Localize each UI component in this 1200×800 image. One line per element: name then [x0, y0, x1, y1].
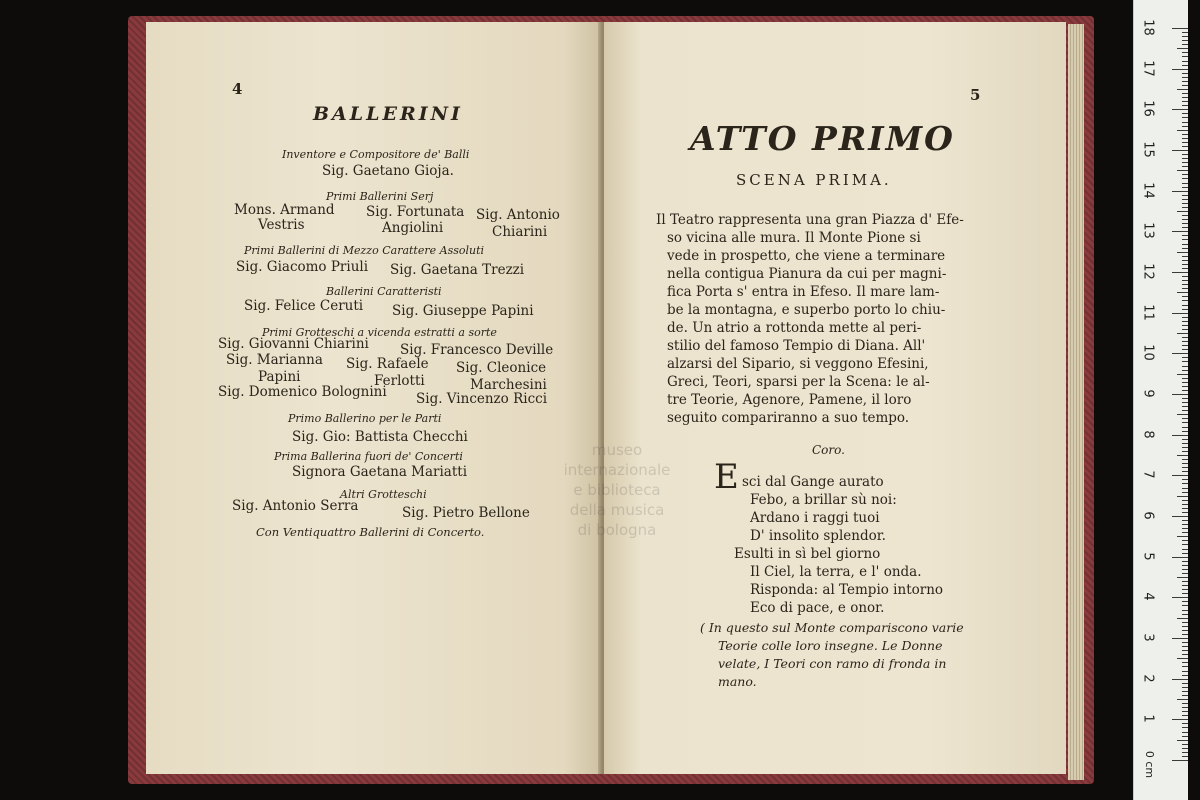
performer-name: Sig. Pietro Bellone: [402, 505, 530, 521]
ruler-tick: [1172, 150, 1188, 151]
ruler-number: 9: [1140, 389, 1156, 398]
ruler-tick: [1177, 536, 1188, 537]
watermark-line: di bologna: [577, 521, 657, 539]
ruler-tick: [1182, 77, 1188, 78]
ruler-tick: [1182, 264, 1188, 265]
ruler-tick: [1172, 231, 1188, 232]
ruler-tick: [1182, 471, 1188, 472]
ruler-tick: [1182, 614, 1188, 615]
ruler-tick: [1182, 296, 1188, 297]
ruler-tick: [1182, 390, 1188, 391]
performer-name: Mons. Armand: [234, 202, 335, 218]
ruler-tick: [1182, 146, 1188, 147]
ruler-tick: [1182, 260, 1188, 261]
ruler-number: 8: [1140, 430, 1156, 439]
ruler-tick: [1182, 508, 1188, 509]
ruler-number: 1: [1140, 714, 1156, 723]
role-label: Primo Ballerino per le Parti: [288, 412, 442, 425]
ruler-tick: [1182, 622, 1188, 623]
ruler-tick: [1182, 634, 1188, 635]
act-title: ATTO PRIMO: [690, 119, 955, 158]
role-label: Primi Grotteschi a vicenda estratti a sorte: [262, 326, 497, 339]
ruler-tick: [1182, 683, 1188, 684]
verse-line: Esulti in sì bel giorno: [734, 546, 881, 562]
ruler-tick: [1182, 601, 1188, 602]
performer-name: Sig. Gaetano Gioja.: [322, 163, 454, 179]
watermark-line: museo internazionale: [563, 441, 671, 479]
ruler-tick: [1182, 463, 1188, 464]
ruler-tick: [1182, 687, 1188, 688]
scene-title: SCENA PRIMA.: [736, 171, 892, 189]
performer-name: Signora Gaetana Mariatti: [292, 464, 468, 480]
ruler-tick: [1182, 81, 1188, 82]
ruler-tick: [1172, 516, 1188, 517]
ruler-tick: [1182, 418, 1188, 419]
ruler-tick: [1182, 459, 1188, 460]
ruler-tick: [1182, 97, 1188, 98]
ruler-tick: [1172, 69, 1188, 70]
ruler-tick: [1182, 585, 1188, 586]
verse-line: Ardano i raggi tuoi: [750, 510, 880, 526]
ruler-tick: [1182, 565, 1188, 566]
scene-paragraph-line: stilio del famoso Tempio di Diana. All': [667, 338, 926, 354]
ruler-tick: [1182, 748, 1188, 749]
role-label: Ballerini Caratteristi: [326, 285, 442, 298]
ruler-tick: [1182, 85, 1188, 86]
ruler-tick: [1172, 679, 1188, 680]
ruler-tick: [1182, 203, 1188, 204]
ruler-tick: [1182, 357, 1188, 358]
performer-name: Vestris: [258, 217, 305, 233]
ruler-tick: [1182, 138, 1188, 139]
ruler-tick: [1177, 333, 1188, 334]
performer-name: Chiarini: [492, 224, 548, 240]
scene-paragraph-line: Greci, Teori, sparsi per la Scena: le al-: [667, 374, 930, 390]
ruler-tick: [1182, 122, 1188, 123]
ruler-tick: [1182, 398, 1188, 399]
ruler-tick: [1182, 268, 1188, 269]
ruler-tick: [1172, 191, 1188, 192]
ruler-tick: [1182, 382, 1188, 383]
ruler-tick: [1182, 650, 1188, 651]
ruler-tick: [1182, 593, 1188, 594]
ruler-tick: [1182, 256, 1188, 257]
ruler-tick: [1182, 61, 1188, 62]
ruler-tick: [1182, 732, 1188, 733]
ruler-tick: [1182, 40, 1188, 41]
ruler-tick: [1182, 406, 1188, 407]
ruler-tick: [1182, 366, 1188, 367]
ruler-tick: [1172, 109, 1188, 110]
ruler-tick: [1182, 427, 1188, 428]
performer-name: Sig. Rafaele: [346, 356, 429, 372]
ruler-tick: [1182, 410, 1188, 411]
ruler-tick: [1177, 48, 1188, 49]
ruler-tick: [1172, 28, 1188, 29]
ruler-tick: [1182, 756, 1188, 757]
performer-name: Sig. Gaetana Trezzi: [390, 262, 525, 278]
ruler-tick: [1177, 618, 1188, 619]
ruler-tick: [1182, 569, 1188, 570]
stage-direction-line: Teorie colle loro insegne. Le Donne: [718, 638, 943, 653]
ruler-tick: [1182, 500, 1188, 501]
scene-paragraph-line: nella contigua Pianura da cui per magni-: [667, 266, 947, 282]
role-label: Primi Ballerini Serj: [326, 190, 434, 203]
watermark-line: e biblioteca della musica: [569, 481, 665, 519]
ruler-tick: [1182, 244, 1188, 245]
ruler-number: 3: [1140, 633, 1156, 642]
ruler-tick: [1182, 195, 1188, 196]
closing-note: Con Ventiquattro Ballerini di Concerto.: [256, 525, 485, 539]
performer-name: Sig. Antonio Serra: [232, 498, 359, 514]
verse-line: D' insolito splendor.: [750, 528, 886, 544]
ruler-tick: [1182, 703, 1188, 704]
ruler-tick: [1182, 317, 1188, 318]
scene-paragraph-line: Il Teatro rappresenta una gran Piazza d' Efe-: [656, 212, 964, 228]
performer-name: Sig. Giuseppe Papini: [392, 303, 534, 319]
ruler-tick: [1182, 671, 1188, 672]
ruler-tick: [1182, 581, 1188, 582]
ruler-tick: [1182, 36, 1188, 37]
ruler-tick: [1182, 113, 1188, 114]
ruler-number: 11: [1140, 303, 1156, 321]
performer-name: Ferlotti: [374, 373, 425, 389]
drop-cap: E: [714, 457, 739, 497]
ruler-tick: [1177, 374, 1188, 375]
ruler-tick: [1177, 292, 1188, 293]
ruler-tick: [1182, 300, 1188, 301]
stage-direction-line: mano.: [718, 674, 757, 689]
scene-paragraph-line: seguito compariranno a suo tempo.: [667, 410, 910, 426]
ruler-number: 10: [1140, 344, 1156, 362]
scene-paragraph-line: alzarsi del Sipario, si veggono Efesini,: [667, 356, 929, 372]
ruler-tick: [1182, 589, 1188, 590]
ruler-tick: [1177, 252, 1188, 253]
ruler-number: 17: [1140, 59, 1156, 77]
ruler-tick: [1182, 561, 1188, 562]
ruler-tick: [1182, 105, 1188, 106]
performer-name: Sig. Antonio: [476, 207, 560, 223]
ruler-tick: [1182, 626, 1188, 627]
ruler-tick: [1182, 723, 1188, 724]
ruler-tick: [1172, 394, 1188, 395]
scene-paragraph-line: vede in prospetto, che viene a terminare: [667, 248, 946, 264]
ruler-tick: [1182, 227, 1188, 228]
stage-direction-line: velate, I Teori con ramo di fronda in: [718, 656, 947, 671]
performer-name: Sig. Gio: Battista Checchi: [292, 429, 468, 445]
ruler-tick: [1182, 479, 1188, 480]
ruler-tick: [1182, 65, 1188, 66]
ruler-tick: [1177, 496, 1188, 497]
ruler-tick: [1182, 117, 1188, 118]
ruler-tick: [1182, 691, 1188, 692]
performer-name: Sig. Felice Ceruti: [244, 298, 364, 314]
performer-name: Sig. Cleonice: [456, 360, 547, 376]
page-edges: [1068, 24, 1084, 780]
ruler-tick: [1182, 166, 1188, 167]
ruler-tick: [1177, 130, 1188, 131]
ruler-tick: [1172, 353, 1188, 354]
ruler-tick: [1182, 178, 1188, 179]
ruler-tick: [1182, 540, 1188, 541]
measurement-ruler: [1133, 0, 1188, 800]
verse-line: sci dal Gange aurato: [742, 474, 884, 490]
ruler-tick: [1182, 239, 1188, 240]
ruler-tick: [1182, 248, 1188, 249]
ruler-number: 5: [1140, 552, 1156, 561]
ruler-number: 7: [1140, 470, 1156, 479]
ruler-tick: [1182, 402, 1188, 403]
ruler-tick: [1182, 223, 1188, 224]
ruler-unit-label: 0 cm: [1143, 750, 1157, 779]
ruler-tick: [1182, 654, 1188, 655]
ruler-tick: [1182, 215, 1188, 216]
ruler-tick: [1182, 73, 1188, 74]
ruler-tick: [1182, 52, 1188, 53]
ruler-tick: [1182, 492, 1188, 493]
scene-paragraph-line: so vicina alle mura. Il Monte Pione si: [667, 230, 921, 246]
chorus-label: Coro.: [812, 443, 845, 457]
ruler-tick: [1182, 44, 1188, 45]
ruler-tick: [1182, 630, 1188, 631]
performer-name: Sig. Fortunata: [366, 204, 465, 220]
ruler-tick: [1182, 707, 1188, 708]
ruler-tick: [1182, 520, 1188, 521]
ruler-tick: [1177, 170, 1188, 171]
ruler-tick: [1182, 610, 1188, 611]
ruler-number: 14: [1140, 181, 1156, 199]
ruler-tick: [1182, 219, 1188, 220]
ruler-number: 18: [1140, 19, 1156, 36]
ruler-tick: [1177, 211, 1188, 212]
ruler-tick: [1177, 414, 1188, 415]
ruler-tick: [1182, 370, 1188, 371]
ruler-tick: [1177, 740, 1188, 741]
ruler-tick: [1172, 760, 1188, 761]
ruler-tick: [1182, 727, 1188, 728]
performer-name: Marchesini: [470, 377, 547, 393]
ruler-tick: [1177, 577, 1188, 578]
role-label: Primi Ballerini di Mezzo Carattere Assoluti: [244, 244, 485, 257]
ruler-tick: [1182, 187, 1188, 188]
ruler-tick: [1182, 321, 1188, 322]
ruler-tick: [1172, 557, 1188, 558]
ruler-tick: [1182, 207, 1188, 208]
ruler-tick: [1182, 483, 1188, 484]
ruler-tick: [1182, 158, 1188, 159]
ruler-tick: [1182, 345, 1188, 346]
ruler-tick: [1182, 528, 1188, 529]
ruler-tick: [1182, 154, 1188, 155]
ruler-tick: [1182, 325, 1188, 326]
ruler-tick: [1182, 549, 1188, 550]
ruler-tick: [1182, 284, 1188, 285]
performer-name: Sig. Giacomo Priuli: [236, 259, 369, 275]
scene-paragraph-line: tre Teorie, Agenore, Pamene, il loro: [667, 392, 912, 408]
ruler-tick: [1182, 305, 1188, 306]
ruler-tick: [1182, 288, 1188, 289]
ruler-tick: [1177, 455, 1188, 456]
scene-paragraph-line: fica Porta s' entra in Efeso. Il mare lam-: [667, 284, 940, 300]
ruler-tick: [1182, 422, 1188, 423]
role-label: Inventore e Compositore de' Balli: [282, 148, 470, 161]
ruler-tick: [1172, 597, 1188, 598]
ruler-tick: [1182, 174, 1188, 175]
ruler-tick: [1182, 524, 1188, 525]
ruler-tick: [1182, 553, 1188, 554]
ruler-tick: [1182, 715, 1188, 716]
performer-name: Angiolini: [382, 220, 444, 236]
ruler-tick: [1182, 711, 1188, 712]
performer-name: Sig. Marianna: [226, 352, 323, 368]
ruler-tick: [1182, 752, 1188, 753]
ruler-tick: [1182, 646, 1188, 647]
library-watermark: [562, 440, 672, 540]
ruler-tick: [1172, 719, 1188, 720]
ruler-tick: [1182, 431, 1188, 432]
ruler-tick: [1182, 337, 1188, 338]
ruler-tick: [1182, 544, 1188, 545]
ruler-tick: [1182, 443, 1188, 444]
ruler-tick: [1182, 512, 1188, 513]
ruler-number: 15: [1140, 141, 1156, 158]
ruler-tick: [1182, 235, 1188, 236]
performer-name: Sig. Domenico Bolognini: [218, 384, 387, 400]
ruler-tick: [1182, 675, 1188, 676]
ruler-tick: [1182, 341, 1188, 342]
ruler-tick: [1182, 451, 1188, 452]
ruler-number: 2: [1140, 674, 1156, 683]
ruler-tick: [1182, 695, 1188, 696]
ruler-tick: [1182, 467, 1188, 468]
ruler-number: 4: [1140, 592, 1156, 601]
ruler-tick: [1182, 183, 1188, 184]
ruler-tick: [1182, 134, 1188, 135]
ruler-tick: [1182, 605, 1188, 606]
ruler-tick: [1182, 662, 1188, 663]
ruler-tick: [1182, 101, 1188, 102]
ruler-tick: [1182, 439, 1188, 440]
ruler-tick: [1177, 89, 1188, 90]
ruler-tick: [1172, 435, 1188, 436]
ruler-tick: [1182, 309, 1188, 310]
right-page-number: 5: [970, 86, 981, 104]
verse-line: Eco di pace, e onor.: [750, 600, 885, 616]
ruler-number: 16: [1140, 100, 1156, 118]
ruler-tick: [1182, 736, 1188, 737]
ruler-tick: [1182, 361, 1188, 362]
ruler-tick: [1182, 386, 1188, 387]
ruler-tick: [1182, 276, 1188, 277]
performer-name: Papini: [258, 369, 301, 385]
role-label: Prima Ballerina fuori de' Concerti: [274, 450, 463, 463]
scene-paragraph-line: de. Un atrio a rottonda mette al peri-: [667, 320, 922, 336]
ruler-tick: [1177, 658, 1188, 659]
ruler-tick: [1182, 378, 1188, 379]
performer-name: Sig. Giovanni Chiarini: [218, 336, 369, 352]
ruler-tick: [1182, 329, 1188, 330]
ruler-tick: [1182, 32, 1188, 33]
verse-line: Febo, a brillar sù noi:: [750, 492, 897, 508]
ruler-tick: [1182, 349, 1188, 350]
ruler-tick: [1182, 504, 1188, 505]
performer-name: Sig. Vincenzo Ricci: [416, 391, 548, 407]
verse-line: Risponda: al Tempio intorno: [750, 582, 944, 598]
ruler-tick: [1182, 447, 1188, 448]
ruler-number: 6: [1140, 511, 1156, 520]
ruler-tick: [1182, 666, 1188, 667]
ruler-tick: [1172, 313, 1188, 314]
ruler-number: 12: [1140, 263, 1156, 280]
ruler-tick: [1182, 280, 1188, 281]
ruler-tick: [1182, 488, 1188, 489]
ruler-tick: [1172, 638, 1188, 639]
left-page-number: 4: [232, 80, 243, 98]
ruler-tick: [1182, 642, 1188, 643]
role-label: Altri Grotteschi: [340, 488, 427, 501]
ruler-tick: [1177, 699, 1188, 700]
ruler-tick: [1182, 93, 1188, 94]
ruler-tick: [1182, 126, 1188, 127]
ruler-tick: [1182, 199, 1188, 200]
ruler-tick: [1182, 56, 1188, 57]
verse-line: Il Ciel, la terra, e l' onda.: [750, 564, 922, 580]
ruler-tick: [1172, 475, 1188, 476]
ruler-tick: [1182, 142, 1188, 143]
ruler-tick: [1182, 573, 1188, 574]
left-page-heading: BALLERINI: [313, 103, 463, 125]
ruler-tick: [1182, 744, 1188, 745]
performer-name: Sig. Francesco Deville: [400, 342, 554, 358]
stage-direction-line: ( In questo sul Monte compariscono varie: [700, 620, 964, 635]
scene-paragraph-line: be la montagna, e superbo porto lo chiu-: [667, 302, 946, 318]
ruler-number: 13: [1140, 222, 1156, 240]
ruler-tick: [1182, 532, 1188, 533]
ruler-tick: [1182, 162, 1188, 163]
ruler-tick: [1172, 272, 1188, 273]
